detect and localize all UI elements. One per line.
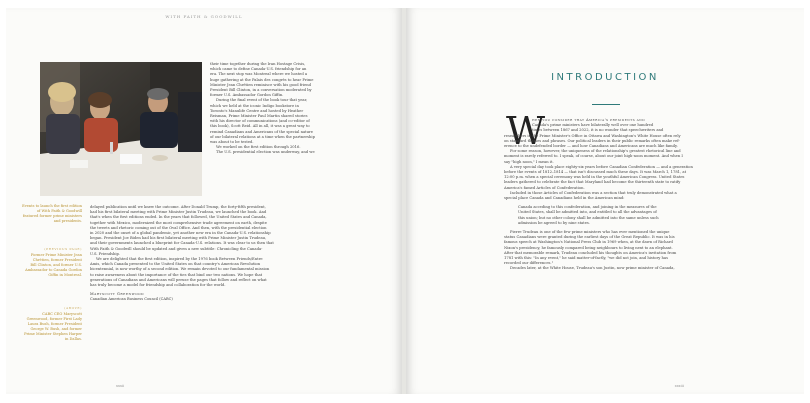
- page-number-left: xxxii: [116, 384, 125, 388]
- caption-line: Laura Bush, former President: [27, 322, 82, 326]
- caption-label: (PREVIOUS PAGE): [44, 247, 82, 251]
- right-page: [406, 8, 804, 394]
- text-line: which we held at the iconic Indigo bookstore in: [210, 103, 299, 108]
- text-line: began. President Joe Biden had his first bilateral meeting with Prime Minister Justin Trudeau,: [90, 236, 267, 241]
- text-line: A very special day took place eighty-six years before Canadian Confederation — and a generation: [510, 164, 693, 169]
- text-line: times between 1867 and 2022, it is no wonder that speechwriters and: [532, 128, 664, 133]
- text-line: After that memorable remark, Trudeau concluded his thoughts on America's invitation from: [504, 250, 677, 255]
- text-line: era. The next stop was Montreal where we hosted a: [210, 72, 308, 77]
- caption-label: (ABOVE): [64, 306, 82, 310]
- text-line: moment is rarely referred to. I speak, of course, about our joint high-noon moment. And when I: [504, 154, 683, 159]
- caption-line: Prime Minister Stephen Harper: [24, 332, 82, 336]
- photo-caption-above: [12, 306, 82, 342]
- text-line: on standard themes and phrases. Our political leaders in their public remarks often make ref-: [504, 138, 680, 143]
- chapter-title: INTRODUCTION: [551, 72, 659, 83]
- text-line: Decades later, at the White House, Trudeau's son Justin, now prime minister of Canada,: [510, 266, 675, 271]
- title-rule: [592, 104, 620, 105]
- text-line: their time together during the Iran Hostage Crisis,: [210, 62, 306, 66]
- text-line: We worked on the first edition through 2016.: [216, 145, 301, 150]
- text-line: With Faith & Goodwill should be updated and given a new subtitle: Chronicling the Canada-: [90, 246, 263, 251]
- text-line: delayed publication until we knew the outcome. After Donald Trump, the forty-fifth president,: [90, 205, 266, 209]
- text-line: Toronto's Manulife Centre and hosted by Heather: [210, 108, 304, 113]
- drop-cap: W: [506, 109, 546, 153]
- caption-line: and presidents.: [53, 219, 82, 223]
- quote-line: United States, shall be admitted into, and entitled to all the advantages of: [518, 210, 657, 215]
- text-line: this book), Scott Reid. All in all, it was a great way to: [210, 124, 310, 129]
- photo-caption-launch: [12, 204, 82, 224]
- text-line: that's when the first editions ended. In the years that followed, the United States and Canada,: [90, 215, 267, 220]
- left-upper-column: [210, 62, 360, 156]
- text-line: Nixon's presidency, he famously compared being neighbours to living next to an elephant.: [504, 245, 673, 250]
- photo-caption-previous-page: [12, 247, 82, 278]
- text-line: in 2020 and the onset of a global pandemic, yet another new era in the Canada-U.S. relationship: [90, 231, 271, 236]
- text-line: We are delighted that the first edition, inspired by the 1976 book Between Friends/Entre: [96, 257, 263, 262]
- text-line: 1781 with this: "In any event," he said matter-of-factly, "we did not join, and history has: [504, 256, 668, 261]
- block-quote: [518, 205, 706, 226]
- text-line: For some reason, however, the uniqueness of the relationship's greatest rhetorical line and: [510, 149, 681, 154]
- event-photo: [40, 62, 202, 196]
- text-line: Amis, which Canada presented to the United States on that country's American Revolution: [90, 262, 261, 267]
- quote-line: admission be agreed to by nine states.: [518, 220, 590, 225]
- text-line: famous speech at Washington's National Press Club in 1969 when, at the dawn of Richard: [504, 240, 673, 245]
- text-line: status Canadians were granted during the earliest days of the Great Republic. It was in his: [504, 235, 675, 240]
- signature-name: Maryscott Greenwood: [90, 292, 145, 297]
- text-line: leaders gathered to celebrate the fact that Maryland had become the thirteenth state to ratify: [504, 180, 681, 185]
- text-line: bicentennial, is now worthy of a second edition. We remain devoted to our fundamental mission: [90, 267, 270, 272]
- text-line: Reisman, Prime Minister Paul Martin shared stories: [210, 114, 308, 119]
- photo-illustration: [40, 62, 202, 196]
- text-line: Included in those Articles of Confederation was a section that truly demonstrated what a: [510, 190, 677, 195]
- text-line: Minister Jean Chrétien reminisce with his good friend: [210, 82, 311, 87]
- text-line: President Bill Clinton, in a conversation moderated by: [210, 88, 312, 93]
- text-line: generations of Canadians and Americans will peruse the pages that follow and reflect on what: [90, 277, 267, 282]
- caption-line: CABC CEO Maryscott: [42, 312, 82, 316]
- text-line: and their governments launched a blueprint for Canada-U.S. relations. It was clear to us then that: [90, 241, 274, 246]
- text-line: erence to the undefended border — and how Canadians and Americans are much like family.: [504, 144, 678, 149]
- text-line: hen you consider that America's presidents and: [532, 118, 646, 122]
- right-column: [504, 118, 726, 272]
- text-line: Canada's prime ministers have bilaterally well over one hundred: [532, 123, 654, 128]
- caption-line: Chrétien, former President: [32, 258, 82, 262]
- left-page: [6, 8, 402, 394]
- text-line: say "high noon," I mean it.: [504, 159, 554, 164]
- text-line: together with Mexico, modernized the most comprehensive trade agreement on earth, despite: [90, 220, 267, 225]
- quote-line: this union; but no other colony shall be admitted into the same unless such: [518, 215, 659, 220]
- signature-organization: Canadian American Business Council (CABC): [90, 297, 173, 302]
- caption-line: George W. Bush, and former: [30, 327, 82, 331]
- text-line: has truly become a model for friendship and collaboration for the world.: [90, 283, 226, 288]
- caption-line: Events to launch the first edition: [22, 204, 82, 208]
- text-line: remind Canadians and Americans of the special nature: [210, 129, 313, 134]
- text-line: Pierre Trudeau is one of the few prime ministers who has ever mentioned the unique: [510, 230, 670, 235]
- caption-line: Ambassador to Canada Gordon: [25, 268, 82, 272]
- caption-line: Giffin in Montreal.: [48, 273, 82, 277]
- signature-block: [90, 292, 360, 302]
- left-lower-column: [90, 205, 360, 303]
- text-line: the tweets and rhetoric coming out of the Oval Office. And then, with the presidential election: [90, 225, 267, 230]
- text-line: During the final event of the book tour that year,: [216, 98, 308, 103]
- text-line: The U.S. presidential election was underway, and we: [216, 150, 315, 155]
- caption-line: featured former prime ministers: [22, 214, 82, 218]
- text-line: was about to be tested.: [210, 140, 254, 145]
- text-line: researchers in the Prime Minister's Office in Ottawa and Washington's White House often rely: [504, 133, 681, 138]
- text-line: former U.S. Ambassador Gordon Giffin.: [210, 93, 284, 98]
- caption-line: Bill Clinton, and former U.S.: [30, 263, 82, 267]
- caption-line: Greenwood, former First Lady: [26, 317, 82, 321]
- quote-line: Canada acceding to this confederation, and joining in the measures of the: [518, 205, 657, 210]
- text-line: recorded our differences.": [504, 261, 554, 266]
- text-line: had his first bilateral meeting with Prime Minister Justin Trudeau, we launched the book. And: [90, 210, 267, 215]
- caption-line: in Dallas.: [64, 337, 82, 341]
- page-number-right: xxxiii: [674, 384, 684, 388]
- caption-line: Former Prime Minister Jean: [30, 253, 82, 257]
- text-line: huge gathering at the Palais des congrès to hear Prime: [210, 77, 314, 82]
- text-line: of our bilateral relations at a time when the partnership: [210, 134, 315, 139]
- text-line: special place Canada and Canadians held in the American mind:: [504, 196, 625, 201]
- text-line: before the events of 1812–1814 — that isn't discussed much these days. It was March 1, 1781, at: [504, 170, 687, 175]
- text-line: with his director of communications (and co-editor of: [210, 119, 310, 124]
- caption-line: of With Faith & Goodwill: [36, 209, 82, 213]
- running-head: WITH FAITH & GOODWILL: [165, 14, 243, 19]
- text-line: 12:00 p.m. when a special ceremony was held in the youthful American Congress. United States: [504, 175, 685, 180]
- text-line: America's famed Articles of Confederation.: [504, 185, 585, 190]
- text-line: to raise awareness about the importance of the ties that bind our two nations. We hope that: [90, 272, 263, 277]
- text-line: U.S. Friendship.: [90, 251, 121, 256]
- text-line: which came to define Canada-U.S. friendship for an: [210, 67, 307, 72]
